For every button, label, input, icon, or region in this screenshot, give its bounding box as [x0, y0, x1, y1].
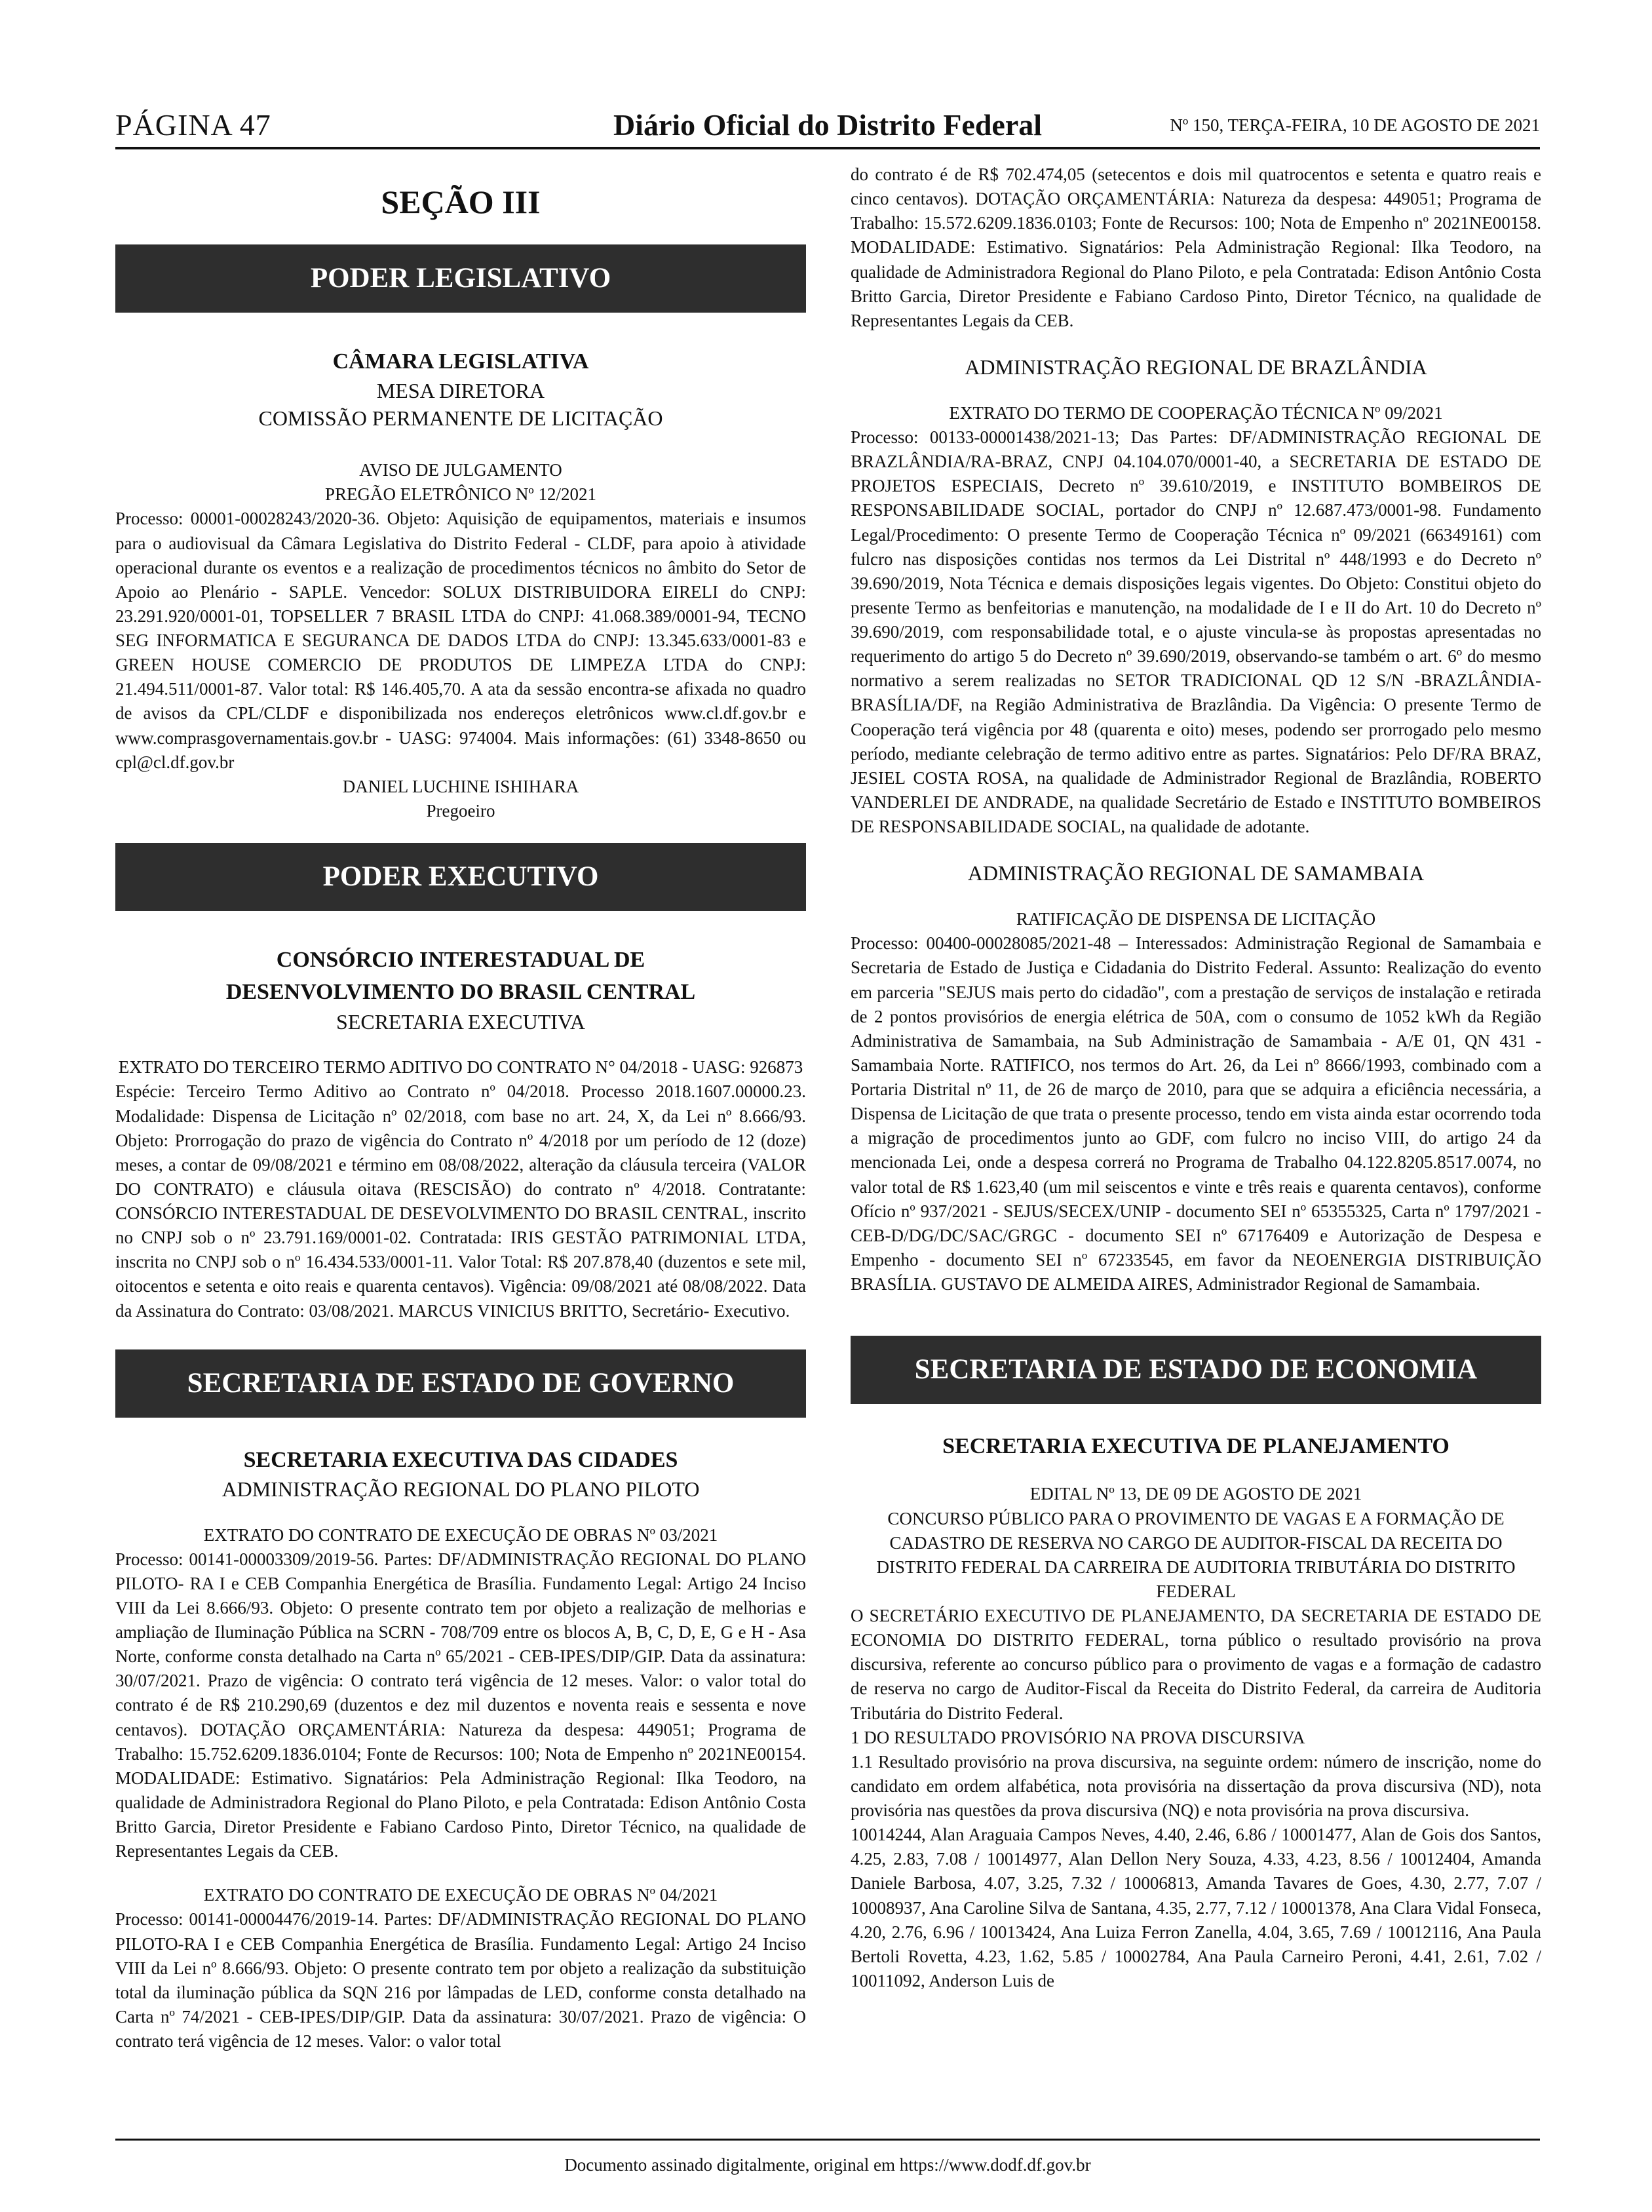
section-bar-executivo: PODER EXECUTIVO	[115, 843, 806, 911]
section-title: SEÇÃO III	[381, 184, 541, 220]
act-title-termo-aditivo: EXTRATO DO TERCEIRO TERMO ADITIVO DO CONTRATO N° 04/2018 - UASG: 926873	[118, 1057, 803, 1077]
edition-info: Nº 150, TERÇA-FEIRA, 10 DE AGOSTO DE 2021	[1170, 115, 1540, 135]
act-title-ratificacao: RATIFICAÇÃO DE DISPENSA DE LICITAÇÃO	[1016, 909, 1376, 929]
org-heading-consorcio-2: DESENVOLVIMENTO DO BRASIL CENTRAL	[225, 980, 696, 1005]
sub-heading-secretaria-executiva: SECRETARIA EXECUTIVA	[336, 1009, 585, 1034]
footer-rule	[115, 2139, 1540, 2141]
edital-title: EDITAL Nº 13, DE 09 DE AGOSTO DE 2021	[1029, 1484, 1362, 1504]
signer-name: DANIEL LUCHINE ISHIHARA	[342, 776, 579, 796]
section-bar-governo: SECRETARIA DE ESTADO DE GOVERNO	[115, 1349, 806, 1418]
act-body-aviso: Processo: 00001-00028243/2020-36. Objeto: Aquisição de equipamentos, materiais e insumos para o audiovisual da Câmara Legislativa do Distrito Federal - CLDF, para apoio à atividade operacional durante os eventos e a realização de procedimentos técnicos no âmbito do Setor de Apoio ao Plenário - SAPLE. Vencedor: SOLUX DISTRIBUIDORA EIRELI do CNPJ: 23.291.920/0001-01, TOPSELLER 7 BRASIL LTDA do CNPJ: 41.068.389/0001-94, TECNO SEG INFORMATICA E SEGURANCA DE DADOS LTDA do CNPJ: 13.345.633/0001-83 e GREEN HOUSE COMERCIO DE PRODUTOS DE LIMPEZA LTDA do CNPJ: 21.494.511/0001-87. Valor total: R$ 146.405,70. A ata da sessão encontra-se afixada no quadro de avisos da CPL/CLDF e disponibilizada nos endereços eletrônicos www.cl.df.gov.br e www.comprasgovernamentais.gov.br - UASG: 974004. Mais informações: (61) 3348-8650 ou cpl@cl.df.gov.br	[115, 509, 806, 772]
page-header	[115, 107, 1540, 148]
edital-subtitle: CONCURSO PÚBLICO PARA O PROVIMENTO DE VAGAS E A FORMAÇÃO DE CADASTRO DE RESERVA NO CARGO DE AUDITOR-FISCAL DA RECEITA DO DISTRITO FEDERAL DA CARREIRA DE AUDITORIA TRIBUTÁRIA DO DISTRITO FEDERAL	[876, 1508, 1516, 1601]
org-heading-consorcio-1: CONSÓRCIO INTERESTADUAL DE	[276, 948, 645, 973]
act-body-ratificacao: Processo: 00400-00028085/2021-48 – Interessados: Administração Regional de Samambaia e Secretaria de Estado de Justiça e Cidadania do Distrito Federal. Assunto: Realização do evento em parceria "SEJUS mais perto do cidadão", com a prestação de serviços de instalação e retirada de 2 pontos provisórios de energia elétrica de 50A, com o consumo de 1052 kWh da Região Administrativa de Samambaia, na Sub Administração de Samambaia - A/E 01, QN 431 - Samambaia Norte. RATIFICO, nos termos do Art. 26, da Lei nº 8666/1993, combinado com a Portaria Distrital nº 11, de 26 de março de 2010, para que se adquira a eficiência necessária, a Dispensa de Licitação de que trata o presente processo, tendo em vista ainda estar ocorrendo toda a migração de procedimentos junto ao GDF, com fulcro no inciso VIII, do artigo 24 da mencionada Lei, onde a despesa correrá no Programa de Trabalho 04.122.8205.8517.0074, no valor total de R$ 1.623,40 (um mil seiscentos e vinte e três reais e quarenta centavos), conforme Ofício nº 937/2021 - SEJUS/SECEX/UNIP - documento SEI nº 65355325, Carta nº 1797/2021 - CEB-D/DG/DC/SAC/GRGC - documento SEI nº 67176409 e Autorização de Despesa e Empenho - documento SEI nº 67233545, em favor da NEOENERGIA DISTRIBUIÇÃO BRASÍLIA. GUSTAVO DE ALMEIDA AIRES, Administrador Regional de Samambaia.	[851, 933, 1541, 1294]
act-title-aviso: AVISO DE JULGAMENTO	[359, 460, 562, 480]
edital-item-1-1: 1.1 Resultado provisório na prova discursiva, na seguinte ordem: número de inscrição, nome do candidato em ordem alfabética, nota provisória na dissertação da prova discursiva (ND), nota provisória nas questões da prova discursiva (NQ) e nota provisória na prova discursiva.	[851, 1751, 1541, 1821]
page-number: PÁGINA 47	[115, 108, 271, 142]
act-body-cooperacao: Processo: 00133-00001438/2021-13; Das Partes: DF/ADMINISTRAÇÃO REGIONAL DE BRAZLÂNDIA/RA-BRAZ, CNPJ 04.104.070/0001-40, a SECRETARIA DE ESTADO DE PROJETOS ESPECIAIS, Decreto nº 39.610/2019, e INSTITUTO BOMBEIROS DE RESPONSABILIDADE SOCIAL, portador do CNPJ nº 12.687.473/0001-98. Fundamento Legal/Procedimento: O presente Termo de Cooperação Técnica nº 09/2021 (66349161) com fulcro nas disposições contidas nos termos da Lei Distrital nº 448/1993 e do Decreto nº 39.690/2019, Nota Técnica e demais disposições legais vigentes. Do Objeto: Constitui objeto do presente Termo as benfeitorias e manutenção, na modalidade de I e II do Art. 10 do Decreto nº 39.690/2019, com responsabilidade total, e o ajuste vincula-se às propostas apresentadas no requerimento do artigo 5 do Decreto nº 39.690/2019, observando-se também o art. 6º do mesmo normativo a serem realizadas no SETOR TRADICIONAL QD 12 S/N -BRAZLÂNDIA-BRASÍLIA/DF, na Região Administrativa de Brazlândia. Da Vigência: O presente Termo de Cooperação terá vigência por 48 (quarenta e oito) meses, podendo ser prorrogado pelo mesmo período, mediante celebração de termo aditivo entre as partes. Signatários: Pelo DF/RA BRAZ, JESIEL COSTA ROSA, na qualidade de Administrador Regional de Brazlândia, ROBERTO VANDERLEI DE ANDRADE, na qualidade Secretário de Estado e INSTITUTO BOMBEIROS DE RESPONSABILIDADE SOCIAL, na qualidade de adotante.	[851, 427, 1541, 836]
org-heading-planejamento: SECRETARIA EXECUTIVA DE PLANEJAMENTO	[942, 1434, 1450, 1459]
sub-heading-comissao: COMISSÃO PERMANENTE DE LICITAÇÃO	[258, 406, 663, 430]
edital-item-1: 1 DO RESULTADO PROVISÓRIO NA PROVA DISCURSIVA	[851, 1727, 1305, 1747]
left-column	[115, 166, 806, 2053]
act-body-termo-aditivo: Espécie: Terceiro Termo Aditivo ao Contrato nº 04/2018. Processo 2018.1607.00000.23. Modalidade: Dispensa de Licitação nº 02/2018, com base no art. 24, X, da Lei nº 8.666/93. Objeto: Prorrogação do prazo de vigência do Contrato nº 4/2018 por um período de 12 (doze) meses, a contar de 09/08/2021 e término em 08/08/2022, alteração da cláusula terceira (VALOR DO CONTRATO) e cláusula oitava (RESCISÃO) do contrato nº 4/2018. Contratante: CONSÓRCIO INTERESTADUAL DE DESEVOLVIMENTO DO BRASIL CENTRAL, inscrito no CNPJ sob o nº 23.791.169/0001-02. Contratada: IRIS GESTÃO PATRIMONIAL LTDA, inscrita no CNPJ sob o nº 16.434.533/0001-11. Valor Total: R$ 207.878,40 (duzentos e sete mil, oitocentos e setenta e oito reais e quarenta centavos). Vigência: 09/08/2021 até 08/08/2022. Data da Assinatura do Contrato: 03/08/2021. MARCUS VINICIUS BRITTO, Secretário- Executivo.	[115, 1081, 806, 1321]
act-body-contrato-03: Processo: 00141-00003309/2019-56. Partes: DF/ADMINISTRAÇÃO REGIONAL DO PLANO PILOTO- RA I e CEB Companhia Energética de Brasília. Fundamento Legal: Artigo 24 Inciso VIII da Lei 8.666/93. Objeto: O presente contrato tem por objeto a realização de melhorias e ampliação de Iluminação Pública na SCRN - 708/709 entre os blocos A, B, C, D, E, G e H - Asa Norte, conforme consta detalhado na Carta nº 65/2021 - CEB-IPES/DIP/GIP. Data da assinatura: 30/07/2021. Prazo de vigência: O contrato terá vigência de 12 meses. Valor: o valor total do contrato é de R$ 210.290,69 (duzentos e dez mil duzentos e noventa reais e sessenta e nove centavos). DOTAÇÃO ORÇAMENTÁRIA: Natureza da despesa: 449051; Programa de Trabalho: 15.752.6209.1836.0104; Fonte de Recursos: 100; Nota de Empenho nº 2021NE00154. MODALIDADE: Estimativo. Signatários: Pela Administração Regional: Ilka Teodoro, na qualidade de Administradora Regional do Plano Piloto, e pela Contratada: Edison Antônio Costa Britto Garcia, Diretor Presidente e Fabiano Cardoso Pinto, Diretor Técnico, na qualidade de Representantes Legais da CEB.	[115, 1549, 806, 1861]
act-title-contrato-03: EXTRATO DO CONTRATO DE EXECUÇÃO DE OBRAS Nº 03/2021	[203, 1524, 718, 1545]
heading-samambaia: ADMINISTRAÇÃO REGIONAL DE SAMAMBAIA	[967, 861, 1425, 885]
sub-heading-mesa: MESA DIRETORA	[376, 379, 545, 403]
result-list: 10014244, Alan Araguaia Campos Neves, 4.40, 2.46, 6.86 / 10001477, Alan de Gois dos Santos, 4.25, 2.83, 7.08 / 10014977, Alan Dellon Nery Souza, 4.33, 4.23, 8.56 / 10012404, Amanda Daniele Barbosa, 4.07, 3.25, 7.32 / 10006813, Amanda Tavares de Goes, 4.30, 2.77, 7.07 / 10008937, Ana Caroline Silva de Santana, 4.35, 2.77, 7.12 / 10001378, Ana Clara Vidal Fonseca, 4.20, 2.76, 6.96 / 10013424, Ana Luiza Ferron Zanella, 4.04, 3.65, 7.69 / 10012116, Ana Paula Bertoli Rovetta, 4.23, 1.62, 5.85 / 10002784, Ana Paula Carneiro Peroni, 4.41, 2.61, 7.02 / 10011092, Anderson Luis de	[851, 1825, 1541, 1990]
header-rule	[115, 147, 1540, 149]
section-bar-economia: SECRETARIA DE ESTADO DE ECONOMIA	[851, 1336, 1541, 1404]
journal-title: Diário Oficial do Distrito Federal	[613, 108, 1043, 142]
signer-role: Pregoeiro	[426, 800, 495, 821]
org-heading-cidades: SECRETARIA EXECUTIVA DAS CIDADES	[243, 1447, 678, 1472]
right-column	[851, 163, 1541, 1993]
heading-brazlandia: ADMINISTRAÇÃO REGIONAL DE BRAZLÂNDIA	[965, 355, 1427, 379]
act-title-cooperacao: EXTRATO DO TERMO DE COOPERAÇÃO TÉCNICA Nº 09/2021	[949, 402, 1443, 423]
edital-intro: O SECRETÁRIO EXECUTIVO DE PLANEJAMENTO, DA SECRETARIA DE ESTADO DE ECONOMIA DO DISTRITO FEDERAL, torna público o resultado provisório na prova discursiva, referente ao concurso público para o provimento de vagas e a formação de cadastro de reserva no cargo de Auditor-Fiscal da Receita do Distrito Federal, da carreira de Auditoria Tributária do Distrito Federal.	[851, 1606, 1541, 1723]
act-subtitle-pregao: PREGÃO ELETRÔNICO Nº 12/2021	[324, 484, 597, 505]
footer-note: Documento assinado digitalmente, original em https://www.dodf.df.gov.br	[564, 2155, 1091, 2175]
section-bar-legislativo: PODER LEGISLATIVO	[115, 244, 806, 313]
org-heading-camara: CÂMARA LEGISLATIVA	[332, 349, 589, 374]
act-body-contrato-04-cont: do contrato é de R$ 702.474,05 (setecentos e dois mil quatrocentos e setenta e quatro reais e cinco centavos). DOTAÇÃO ORÇAMENTÁRIA: Natureza da despesa: 449051; Programa de Trabalho: 15.572.6209.1836.0103; Fonte de Recursos: 100; Nota de Empenho nº 2021NE00158. MODALIDADE: Estimativo. Signatários: Pela Administração Regional: Ilka Teodoro, na qualidade de Administradora Regional do Plano Piloto, e pela Contratada: Edison Antônio Costa Britto Garcia, Diretor Presidente e Fabiano Cardoso Pinto, Diretor Técnico, na qualidade de Representantes Legais da CEB.	[851, 165, 1541, 330]
act-title-contrato-04: EXTRATO DO CONTRATO DE EXECUÇÃO DE OBRAS Nº 04/2021	[203, 1885, 718, 1905]
sub-heading-plano-piloto: ADMINISTRAÇÃO REGIONAL DO PLANO PILOTO	[221, 1477, 700, 1501]
act-body-contrato-04: Processo: 00141-00004476/2019-14. Partes: DF/ADMINISTRAÇÃO REGIONAL DO PLANO PILOTO-RA I e CEB Companhia Energética de Brasília. Fundamento Legal: Artigo 24 Inciso VIII da Lei nº 8.666/93. Objeto: O presente contrato tem por objeto a realização da substituição total da iluminação pública da SQN 216 por lâmpadas de LED, conforme consta detalhado na Carta nº 74/2021 - CEB-IPES/DIP/GIP. Data da assinatura: 30/07/2021. Prazo de vigência: O contrato terá vigência de 12 meses. Valor: o valor total	[115, 1909, 806, 2051]
